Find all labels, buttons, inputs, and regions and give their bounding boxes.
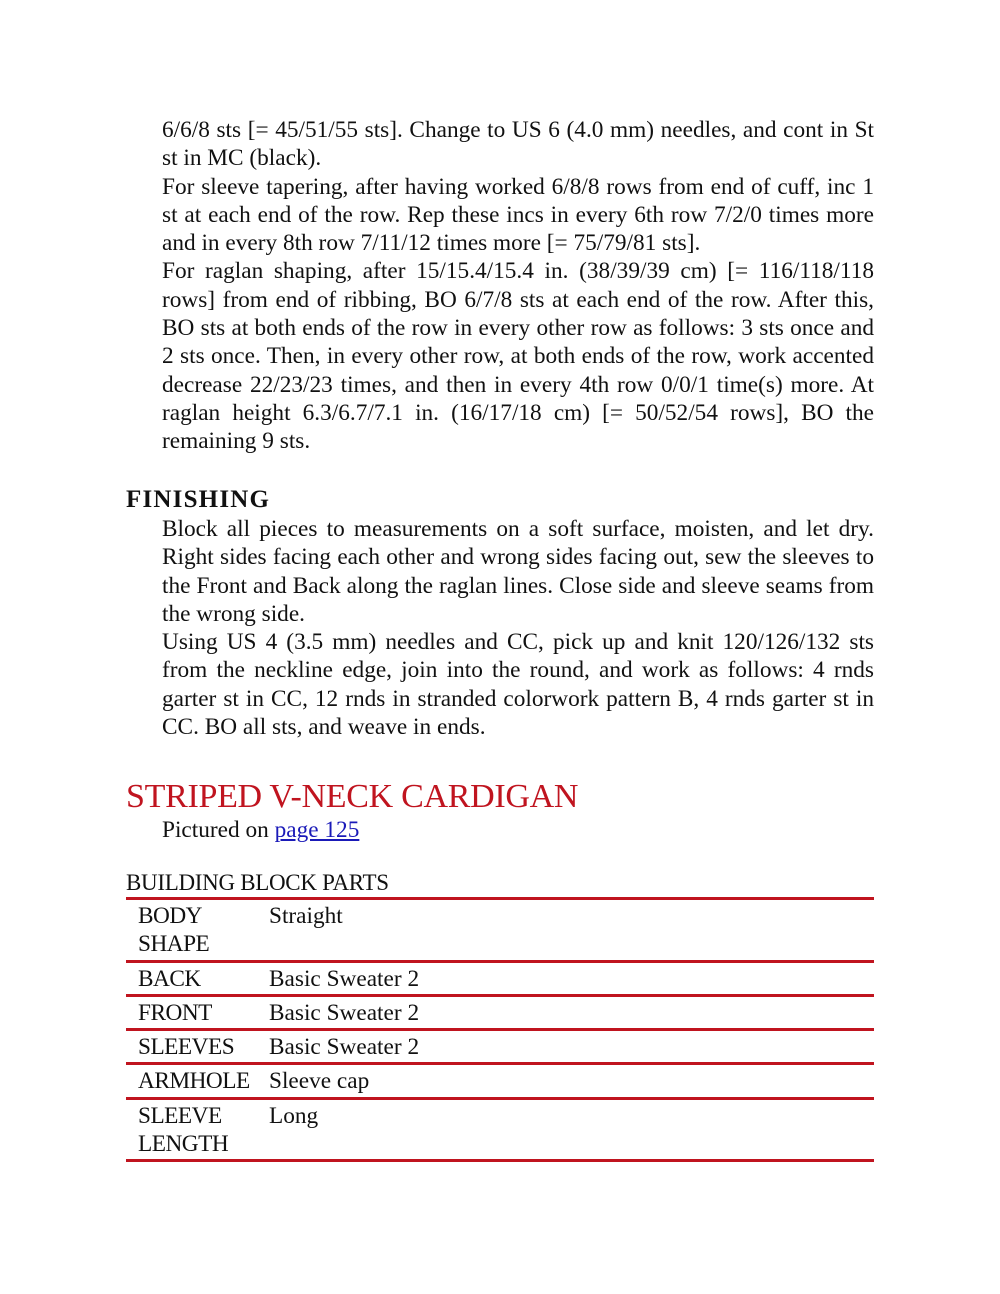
part-key: BACK (138, 965, 201, 992)
part-key: FRONT (138, 999, 212, 1026)
part-value: Basic Sweater 2 (269, 965, 420, 992)
part-value: Long (269, 1102, 319, 1129)
part-value: Basic Sweater 2 (269, 1034, 420, 1061)
table-row (126, 1030, 874, 1064)
paragraph: Using US 4 (3.5 mm) needles and CC, pick up and knit 120/126/132 sts from the neckline edge, join into the round, and work as follows: 4 rnds garter st in CC, 12 rnds in stranded colorwork pattern B, 4 rnds garter st in CC. BO all sts, and weave in ends. (162, 629, 874, 741)
building-block-table (126, 897, 874, 1162)
parts-heading: BUILDING BLOCK PARTS (126, 870, 389, 895)
part-key: SLEEVES (138, 1034, 235, 1061)
pictured-on-line (162, 816, 359, 844)
part-key: SLEEVE LENGTH (138, 1102, 229, 1158)
paragraph: 6/6/8 sts [= 45/51/55 sts]. Change to US 6 (4.0 mm) needles, and cont in St st in MC (black). (162, 117, 874, 172)
table-row (126, 899, 874, 962)
finishing-heading: FINISHING (126, 486, 271, 513)
table-row (126, 961, 874, 995)
continuation-text (162, 116, 874, 456)
finishing-text (162, 515, 874, 741)
part-value: Sleeve cap (269, 1068, 370, 1095)
paragraph: For sleeve tapering, after having worked 6/8/8 rows from end of cuff, inc 1 st at each end of the row. Rep these incs in every 6th row 7/2/0 times more and in every 8th row 7/11/12 times more [= 75/79/81 sts]. (162, 173, 874, 257)
paragraph: Block all pieces to measurements on a soft surface, moisten, and let dry. Right sides facing each other and wrong sides facing out, sew the sleeves to the Front and Back along the raglan lines. Close side and sleeve seams from the wrong side. (162, 516, 874, 627)
table-row (126, 1064, 874, 1098)
pictured-prefix: Pictured on (162, 817, 275, 843)
part-key: BODY SHAPE (138, 903, 210, 958)
paragraph: For raglan shaping, after 15/15.4/15.4 in. (38/39/39 cm) [= 116/118/118 rows] from end of ribbing, BO 6/7/8 sts at each end of the row. After this, BO sts at both ends of the row in every other row as follows: 3 sts once and 2 sts once. Then, in every other row, at both ends of the row, work accented decrease 22/23/23 times, and then in every 4th row 0/0/1 time(s) more. At raglan height 6.3/6.7/7.1 in. (16/17/18 cm) [= 50/52/54 rows], BO the remaining 9 sts. (162, 258, 874, 455)
part-key: ARMHOLE (138, 1068, 250, 1095)
table-row (126, 995, 874, 1029)
page-link[interactable]: page 125 (274, 817, 360, 843)
pattern-title: STRIPED V-NECK CARDIGAN (126, 778, 579, 815)
table-row (126, 1098, 874, 1161)
part-value: Basic Sweater 2 (269, 999, 420, 1026)
part-value: Straight (269, 903, 343, 929)
